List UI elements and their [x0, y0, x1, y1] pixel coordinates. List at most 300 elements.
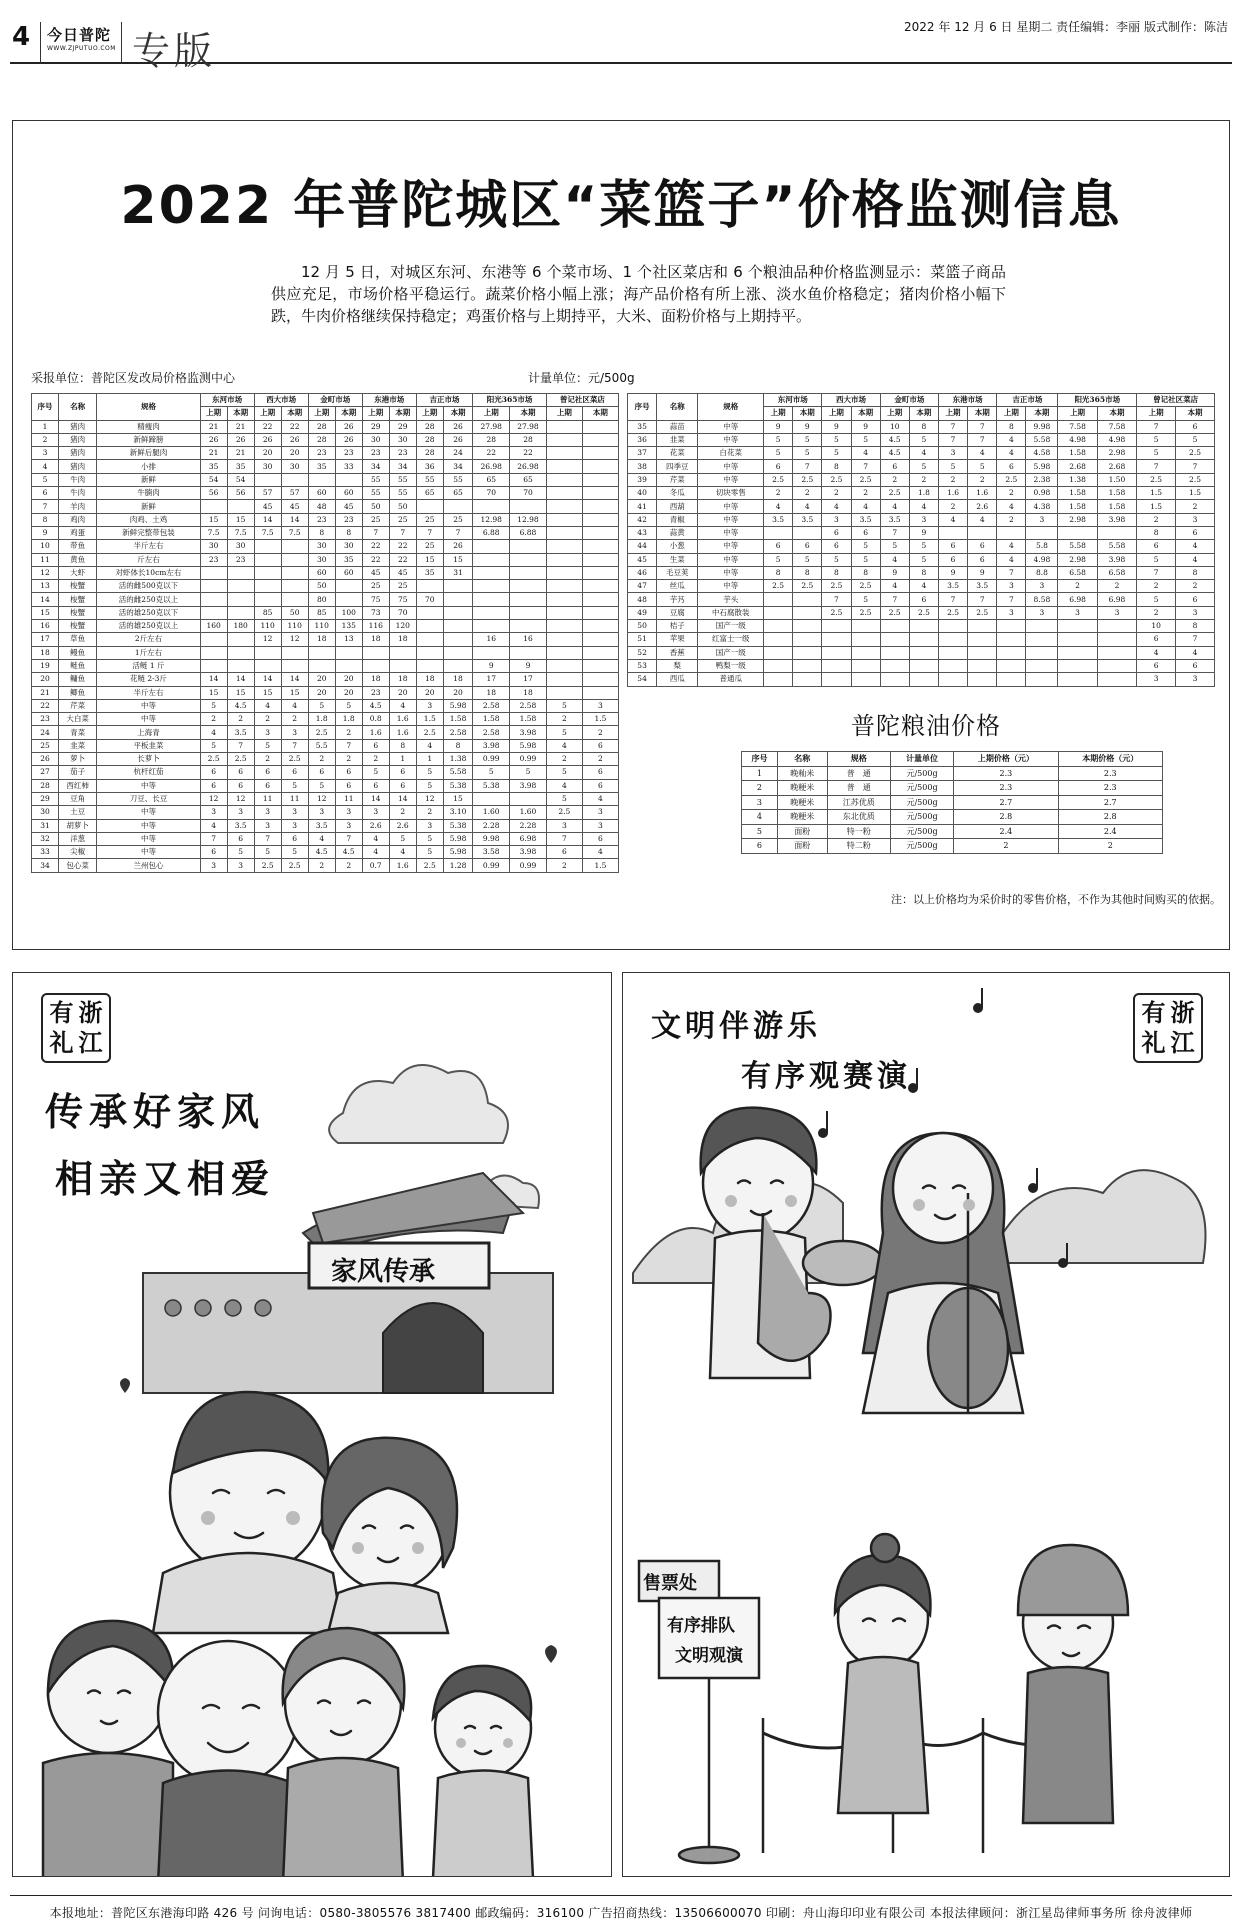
table-row: [628, 566, 1215, 579]
table-cell: 5: [200, 739, 227, 752]
table-cell: [389, 659, 416, 672]
table-cell: [308, 473, 335, 486]
page-number: 4: [12, 22, 31, 52]
table-cell: 9: [851, 420, 880, 433]
table-cell: 梨: [657, 659, 698, 672]
table-cell: 48: [628, 593, 657, 606]
table-cell: 苹果: [657, 633, 698, 646]
table-cell: 2.98: [1058, 513, 1097, 526]
table-cell: 26: [335, 420, 362, 433]
table-cell: 6.98: [510, 832, 547, 845]
table-cell: 1.5: [582, 713, 618, 726]
table-cell: 1.60: [473, 806, 510, 819]
table-cell: 红富士一级: [698, 633, 764, 646]
table-cell: 28: [416, 420, 443, 433]
table-cell: 2: [362, 753, 389, 766]
table-cell: 中等: [698, 553, 764, 566]
table-cell: [335, 659, 362, 672]
table-cell: 30: [335, 540, 362, 553]
table-cell: [254, 540, 281, 553]
table-cell: 7: [362, 526, 389, 539]
table-cell: 4: [851, 500, 880, 513]
table-cell: 26: [32, 753, 59, 766]
table-cell: 特一粉: [827, 824, 890, 839]
table-cell: 5: [764, 447, 793, 460]
period-header: 本期: [851, 407, 880, 420]
table-cell: 7: [997, 566, 1026, 579]
table-cell: [851, 620, 880, 633]
table-cell: 3: [546, 819, 582, 832]
table-cell: 18: [362, 633, 389, 646]
table-cell: 4: [938, 513, 967, 526]
table-cell: 3: [1026, 580, 1058, 593]
table-cell: 8: [822, 566, 851, 579]
table-cell: 55: [389, 487, 416, 500]
table-cell: [582, 673, 618, 686]
table-cell: 5: [793, 433, 822, 446]
table-cell: 34: [32, 859, 59, 872]
table-cell: 25: [389, 513, 416, 526]
table-cell: 22: [389, 540, 416, 553]
table-cell: 国产一级: [698, 646, 764, 659]
table-cell: [938, 659, 967, 672]
table-cell: 28: [416, 433, 443, 446]
table-cell: 5.5: [308, 739, 335, 752]
table-cell: 110: [308, 620, 335, 633]
table-cell: [546, 659, 582, 672]
table-cell: 2: [968, 473, 997, 486]
table-cell: 23: [335, 447, 362, 460]
logo-url: WWW.ZJPUTUO.COM: [47, 45, 116, 52]
table-cell: 6.98: [1058, 593, 1097, 606]
table-cell: 5: [851, 553, 880, 566]
table-cell: [473, 792, 510, 805]
table-cell: 肉鸡、土鸡: [97, 513, 200, 526]
table-cell: 7: [254, 832, 281, 845]
period-header: 本期: [227, 407, 254, 420]
table-cell: 5: [32, 473, 59, 486]
table-cell: 2.6: [362, 819, 389, 832]
table-row: [628, 580, 1215, 593]
table-cell: [1097, 659, 1136, 672]
table-row: [32, 633, 619, 646]
table-cell: 35: [416, 566, 443, 579]
table-cell: 0.99: [473, 753, 510, 766]
table-cell: 17: [32, 633, 59, 646]
table-cell: 中等: [97, 713, 200, 726]
table-cell: 4.98: [1097, 433, 1136, 446]
table-cell: 4: [308, 832, 335, 845]
table-cell: 1.5: [1176, 487, 1215, 500]
table-cell: 7: [880, 593, 909, 606]
table-cell: 6: [227, 766, 254, 779]
table-cell: 6: [822, 526, 851, 539]
table-cell: 7.5: [200, 526, 227, 539]
table-cell: 2.5: [851, 606, 880, 619]
table-cell: [416, 500, 443, 513]
table-cell: [281, 593, 308, 606]
table-cell: [764, 646, 793, 659]
market-header: 吉正市场: [997, 394, 1058, 407]
table-cell: 活鲢 1 斤: [97, 659, 200, 672]
table-cell: [200, 500, 227, 513]
table-cell: 1.6: [389, 713, 416, 726]
table-cell: 31: [32, 819, 59, 832]
table-cell: [281, 540, 308, 553]
table-cell: [582, 540, 618, 553]
column-header: 计量单位: [890, 752, 953, 767]
table-cell: 6: [582, 766, 618, 779]
table-cell: [254, 659, 281, 672]
table-cell: [851, 646, 880, 659]
table-cell: [582, 620, 618, 633]
table-cell: 对虾体长10cm左右: [97, 566, 200, 579]
table-cell: 鳗鱼: [59, 646, 97, 659]
table-cell: 5: [281, 846, 308, 859]
table-cell: 半斤左右: [97, 540, 200, 553]
table-cell: 7: [968, 420, 997, 433]
table-cell: [546, 447, 582, 460]
table-cell: 4.5: [227, 699, 254, 712]
table-cell: 2.7: [954, 795, 1058, 810]
table-cell: 135: [335, 620, 362, 633]
table-cell: 17: [473, 673, 510, 686]
table-cell: 大白菜: [59, 713, 97, 726]
table-cell: [822, 646, 851, 659]
table-cell: 韭菜: [59, 739, 97, 752]
table-cell: 4: [254, 699, 281, 712]
table-cell: 14: [281, 513, 308, 526]
table-cell: 5.58: [1097, 540, 1136, 553]
table-cell: [473, 580, 510, 593]
table-cell: 2.6: [389, 819, 416, 832]
table-cell: 57: [281, 487, 308, 500]
table-cell: 2.3: [954, 766, 1058, 781]
table-cell: 5: [851, 433, 880, 446]
table-cell: 洋葱: [59, 832, 97, 845]
table-cell: 3: [742, 795, 778, 810]
table-cell: 1.6: [938, 487, 967, 500]
table-cell: 25: [362, 513, 389, 526]
table-cell: [582, 513, 618, 526]
table-cell: 6: [1176, 420, 1215, 433]
table-cell: 晚粳米: [777, 781, 827, 796]
table-cell: 5: [822, 433, 851, 446]
table-cell: [793, 646, 822, 659]
table-cell: 8: [389, 739, 416, 752]
table-cell: 梭蟹: [59, 606, 97, 619]
table-cell: 7.58: [1097, 420, 1136, 433]
table-cell: 中等: [698, 473, 764, 486]
table-cell: 11: [281, 792, 308, 805]
table-cell: 2.8: [1058, 810, 1162, 825]
table-cell: [1026, 646, 1058, 659]
table-cell: 7: [822, 593, 851, 606]
table-cell: [582, 433, 618, 446]
table-cell: 中等: [698, 566, 764, 579]
table-cell: 4: [880, 580, 909, 593]
table-cell: 胡萝卜: [59, 819, 97, 832]
table-cell: 15: [443, 792, 473, 805]
table-cell: 45: [389, 566, 416, 579]
table-cell: 5.8: [1026, 540, 1058, 553]
table-cell: 3: [997, 606, 1026, 619]
table-cell: 2: [335, 726, 362, 739]
table-cell: [822, 673, 851, 686]
table-cell: 7: [416, 526, 443, 539]
table-cell: 35: [335, 553, 362, 566]
table-cell: 7: [968, 593, 997, 606]
zhejiang-etiquette-seal: [41, 993, 111, 1063]
table-cell: 5: [909, 553, 938, 566]
table-cell: 3: [1176, 513, 1215, 526]
table-cell: [281, 580, 308, 593]
table-cell: [546, 673, 582, 686]
table-cell: [909, 673, 938, 686]
table-cell: 21: [227, 420, 254, 433]
table-cell: 14: [281, 673, 308, 686]
table-cell: 3: [200, 859, 227, 872]
poster-slogan-1: 传承好家风: [45, 1089, 266, 1134]
table-cell: 9: [510, 659, 547, 672]
table-cell: 7: [335, 832, 362, 845]
table-cell: 4: [1176, 646, 1215, 659]
table-cell: [1058, 620, 1097, 633]
table-cell: 草鱼: [59, 633, 97, 646]
table-cell: [968, 659, 997, 672]
table-cell: 兰州包心: [97, 859, 200, 872]
table-row: [32, 806, 619, 819]
table-cell: 2.5: [416, 726, 443, 739]
table-cell: [200, 659, 227, 672]
table-cell: 54: [200, 473, 227, 486]
table-cell: 2.5: [851, 473, 880, 486]
table-cell: [1097, 633, 1136, 646]
table-cell: [909, 659, 938, 672]
table-row: [32, 620, 619, 633]
table-cell: 7: [443, 526, 473, 539]
table-cell: [764, 633, 793, 646]
table-cell: 中等: [698, 540, 764, 553]
table-cell: 4.5: [880, 447, 909, 460]
table-cell: 12: [32, 566, 59, 579]
table-cell: 30: [308, 540, 335, 553]
column-header: 上期价格（元）: [954, 752, 1058, 767]
table-cell: 4: [880, 500, 909, 513]
table-cell: 4.5: [880, 433, 909, 446]
table-cell: 茄子: [59, 766, 97, 779]
table-cell: 30: [200, 540, 227, 553]
table-row: [628, 460, 1215, 473]
table-row: [32, 420, 619, 433]
table-cell: 新鲜蹄膀: [97, 433, 200, 446]
market-header: 阳光365市场: [1058, 394, 1137, 407]
table-cell: 26.98: [510, 460, 547, 473]
table-cell: 1.5: [1137, 500, 1176, 513]
table-cell: 1.38: [443, 753, 473, 766]
table-cell: 28: [32, 779, 59, 792]
table-cell: 44: [628, 540, 657, 553]
table-row: [32, 473, 619, 486]
table-cell: 9: [793, 420, 822, 433]
table-cell: 2.5: [1176, 447, 1215, 460]
table-cell: 晚粳米: [777, 810, 827, 825]
table-cell: [473, 620, 510, 633]
table-cell: 2.5: [281, 753, 308, 766]
table-cell: [227, 646, 254, 659]
table-cell: 0.99: [510, 753, 547, 766]
table-cell: 青菜: [59, 726, 97, 739]
table-cell: 6: [335, 766, 362, 779]
table-cell: 1.58: [1058, 500, 1097, 513]
table-cell: 20: [308, 673, 335, 686]
table-cell: 65: [473, 473, 510, 486]
table-header-row: [32, 394, 619, 407]
table-cell: 4: [909, 500, 938, 513]
table-cell: 平板韭菜: [97, 739, 200, 752]
table-cell: 5: [764, 553, 793, 566]
table-cell: 23: [389, 447, 416, 460]
table-cell: 活的雄250克以上: [97, 620, 200, 633]
table-cell: 2.3: [954, 781, 1058, 796]
table-cell: 5: [546, 792, 582, 805]
table-cell: 20: [443, 686, 473, 699]
table-cell: 8: [32, 513, 59, 526]
period-header: 上期: [200, 407, 227, 420]
table-cell: 7.5: [281, 526, 308, 539]
table-cell: 7: [1137, 420, 1176, 433]
table-cell: 2: [997, 487, 1026, 500]
table-cell: 6.98: [1097, 593, 1136, 606]
table-row: [32, 487, 619, 500]
table-cell: 长萝卜: [97, 753, 200, 766]
table-cell: 22: [362, 540, 389, 553]
period-header: 上期: [308, 407, 335, 420]
table-cell: 2: [308, 753, 335, 766]
table-cell: 110: [281, 620, 308, 633]
table-cell: 6: [742, 839, 778, 854]
table-cell: 1.6: [362, 726, 389, 739]
table-cell: 猪肉: [59, 420, 97, 433]
table-cell: 4: [281, 699, 308, 712]
measure-unit: 计量单位：元/500g: [528, 371, 635, 385]
table-cell: 5: [909, 540, 938, 553]
table-cell: [308, 659, 335, 672]
table-cell: [968, 673, 997, 686]
table-cell: 鲢鱼: [59, 659, 97, 672]
table-cell: 110: [254, 620, 281, 633]
table-cell: 精瘦肉: [97, 420, 200, 433]
table-cell: 8: [997, 420, 1026, 433]
table-cell: 3.10: [443, 806, 473, 819]
table-cell: [443, 606, 473, 619]
table-cell: 30: [362, 433, 389, 446]
table-cell: 23: [32, 713, 59, 726]
table-cell: 20: [32, 673, 59, 686]
table-cell: [880, 633, 909, 646]
table-row: [32, 580, 619, 593]
table-cell: [968, 646, 997, 659]
period-header: 上期: [997, 407, 1026, 420]
table-cell: 2: [938, 473, 967, 486]
table-cell: 3.5: [308, 819, 335, 832]
table-cell: [764, 526, 793, 539]
table-cell: 5: [1137, 553, 1176, 566]
table-cell: 3: [416, 699, 443, 712]
table-cell: 75: [362, 593, 389, 606]
table-cell: [582, 606, 618, 619]
table-cell: 花菜: [657, 447, 698, 460]
table-cell: 2.58: [510, 699, 547, 712]
concert-illustration: [623, 973, 1230, 1877]
article-title: 2022 年普陀城区“菜篮子”价格监测信息: [120, 176, 1122, 236]
table-cell: 中等: [97, 832, 200, 845]
table-cell: 1.6: [389, 726, 416, 739]
table-cell: 18: [389, 673, 416, 686]
table-cell: 19: [32, 659, 59, 672]
table-row: [32, 686, 619, 699]
table-row: [628, 433, 1215, 446]
zhejiang-etiquette-seal: [1133, 993, 1203, 1063]
table-cell: 3.98: [1097, 553, 1136, 566]
table-cell: 2.5: [909, 606, 938, 619]
table-cell: 5.38: [443, 779, 473, 792]
table-cell: 花鲢 2-3斤: [97, 673, 200, 686]
table-row: [32, 513, 619, 526]
table-cell: 1: [389, 753, 416, 766]
table-row: [32, 832, 619, 845]
table-cell: [1058, 673, 1097, 686]
table-cell: 6: [822, 540, 851, 553]
table-cell: 5.58: [1058, 540, 1097, 553]
table-cell: 29: [32, 792, 59, 805]
period-header: 本期: [909, 407, 938, 420]
table-cell: 20: [281, 447, 308, 460]
table-cell: 120: [389, 620, 416, 633]
table-cell: [997, 633, 1026, 646]
table-cell: 1.58: [1097, 487, 1136, 500]
logo-title: 今日普陀: [47, 26, 112, 44]
table-row: [628, 673, 1215, 686]
period-header: 上期: [764, 407, 793, 420]
table-row: [742, 810, 1163, 825]
poster-slogan-2: 有序观赛演: [741, 1059, 911, 1094]
table-cell: 16: [473, 633, 510, 646]
table-cell: 2: [851, 487, 880, 500]
table-row: [32, 646, 619, 659]
table-cell: 35: [308, 460, 335, 473]
table-row: [32, 593, 619, 606]
table-cell: 5: [909, 460, 938, 473]
table-cell: [510, 500, 547, 513]
table-cell: [254, 553, 281, 566]
table-cell: 85: [254, 606, 281, 619]
table-cell: [227, 593, 254, 606]
table-cell: 5: [308, 699, 335, 712]
table-cell: 8: [1176, 620, 1215, 633]
table-row: [628, 659, 1215, 672]
table-cell: [997, 673, 1026, 686]
table-cell: 新鲜后腿肉: [97, 447, 200, 460]
table-cell: [281, 659, 308, 672]
table-cell: 中等: [698, 580, 764, 593]
table-cell: [227, 659, 254, 672]
table-cell: [909, 620, 938, 633]
table-cell: 6: [938, 553, 967, 566]
table-cell: [997, 659, 1026, 672]
table-row: [32, 659, 619, 672]
table-cell: [510, 620, 547, 633]
